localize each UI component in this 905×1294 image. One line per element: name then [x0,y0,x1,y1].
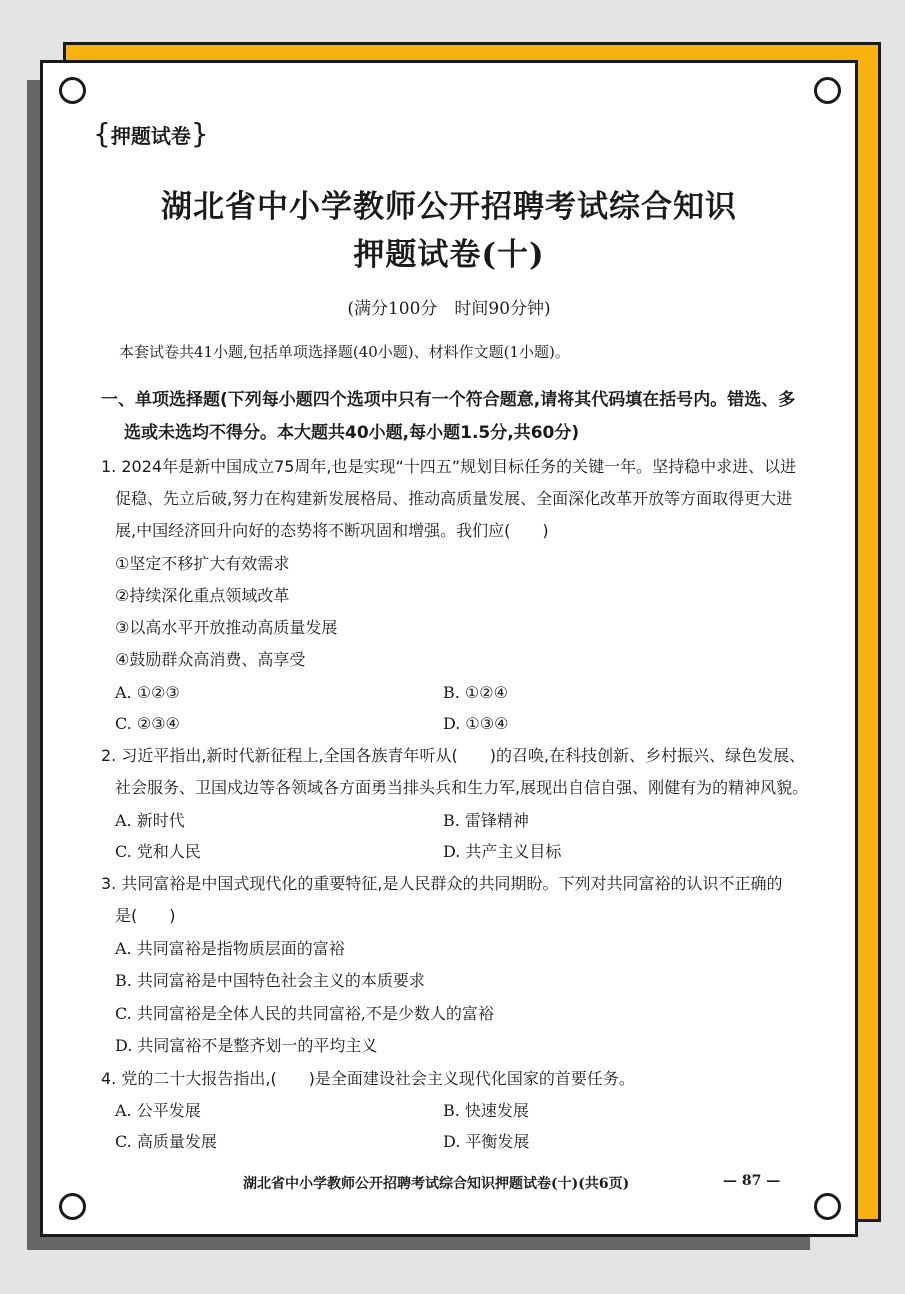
binder-ring-icon [59,1193,86,1220]
binder-ring-icon [59,77,86,104]
question-1-option-b: B. ①②④ [443,683,508,702]
question-4-option-b: B. 快速发展 [443,1101,529,1120]
question-1-item: ②持续深化重点领域改革 [115,586,290,605]
binder-ring-icon [814,77,841,104]
page-number: — 87 — [723,1173,781,1189]
binder-ring-icon [814,1193,841,1220]
question-3-option-c: C. 共同富裕是全体人民的共同富裕,不是少数人的富裕 [115,1004,494,1023]
question-1-option-d: D. ①③④ [443,714,509,733]
question-2-option-a: A. 新时代 [115,811,185,830]
question-1-option-c: C. ②③④ [115,714,180,733]
exam-tag [93,119,209,149]
score-time: (满分100分 时间90分钟) [347,299,551,319]
question-3-option-b: B. 共同富裕是中国特色社会主义的本质要求 [115,971,425,990]
page-title: 湖北省中小学教师公开招聘考试综合知识 [161,189,737,225]
question-4-option-a: A. 公平发展 [115,1101,201,1120]
question-3-option-a: A. 共同富裕是指物质层面的富裕 [115,939,345,958]
question-4-option-d: D. 平衡发展 [443,1132,530,1151]
question-2-option-d: D. 共产主义目标 [443,842,562,861]
section-heading: 一、单项选择题(下列每小题四个选项中只有一个符合题意,请将其代码填在括号内。错选、多 [101,390,796,410]
question-2-option-c: C. 党和人民 [115,842,201,861]
exam-tag-label: 押题试卷 [110,123,191,148]
question-1-item: ④鼓励群众高消费、高享受 [115,650,306,669]
question-1-item: ③以高水平开放推动高质量发展 [115,618,338,637]
question-1-option-a: A. ①②③ [115,683,180,702]
question-2-stem: 社会服务、卫国戍边等各领域各方面勇当排头兵和生力军,展现出自信自强、刚健有为的精神风貌。 [115,778,809,797]
page-subtitle: 押题试卷(十) [353,237,545,273]
question-1-stem: 促稳、先立后破,努力在构建新发展格局、推动高质量发展、全面深化改革开放等方面取得更大进 [115,489,793,508]
section-heading-cont: 选或未选均不得分。本大题共40小题,每小题1.5分,共60分) [124,423,580,443]
exam-page [40,60,858,1237]
question-4-stem: 4. 党的二十大报告指出,( )是全面建设社会主义现代化国家的首要任务。 [101,1069,635,1088]
intro-text: 本套试卷共41小题,包括单项选择题(40小题)、材料作文题(1小题)。 [119,343,570,361]
question-1-stem: 展,中国经济回升向好的态势将不断巩固和增强。我们应( ) [115,521,549,540]
question-2-option-b: B. 雷锋精神 [443,811,529,830]
page-footer: 湖北省中小学教师公开招聘考试综合知识押题试卷(十)(共6页) [243,1176,630,1192]
question-2-stem: 2. 习近平指出,新时代新征程上,全国各族青年听从( )的召唤,在科技创新、乡村振兴、绿色发展、 [101,746,806,765]
question-1-stem: 1. 2024年是新中国成立75周年,也是实现“十四五”规划目标任务的关键一年。坚持稳中求进、以进 [101,457,797,476]
scroll-left-icon: { [93,117,111,150]
question-3-option-d: D. 共同富裕不是整齐划一的平均主义 [115,1036,378,1055]
question-3-stem: 3. 共同富裕是中国式现代化的重要特征,是人民群众的共同期盼。下列对共同富裕的认识不正确的 [101,874,783,893]
scroll-right-icon: } [190,117,209,150]
question-4-option-c: C. 高质量发展 [115,1132,217,1151]
question-3-stem: 是( ) [115,906,176,925]
question-1-item: ①坚定不移扩大有效需求 [115,554,290,573]
